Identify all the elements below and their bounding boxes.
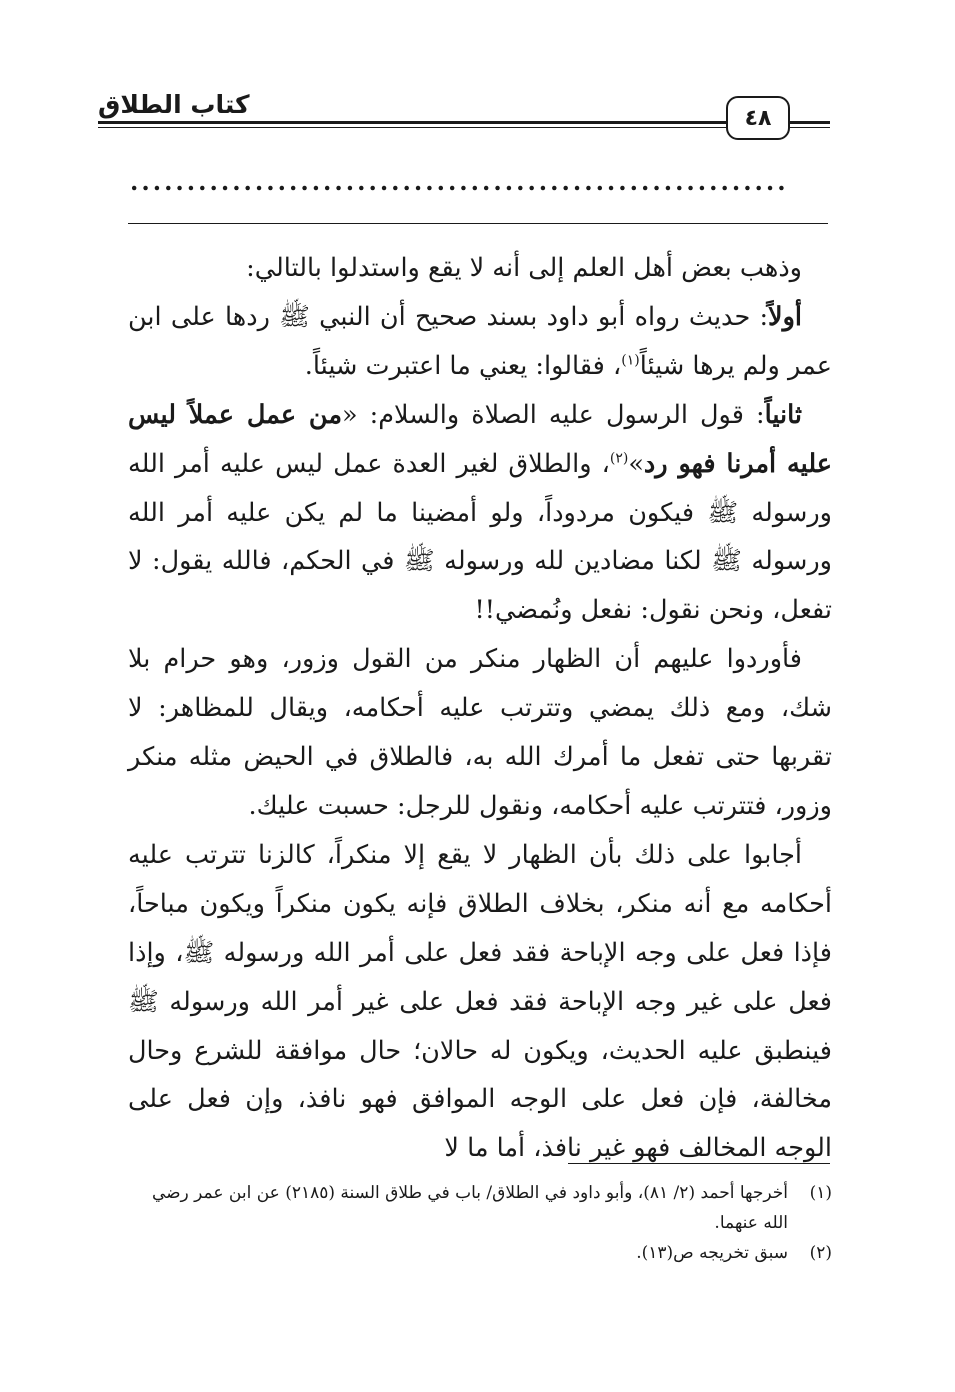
paragraph-4 — [128, 635, 832, 831]
footnote-rule — [568, 1163, 830, 1164]
footnote-ref-2[interactable]: (٢) — [609, 450, 629, 467]
paragraph-1 — [128, 244, 832, 293]
footnote-number: (٢) — [809, 1243, 832, 1263]
point-label-first: أولاً — [768, 301, 802, 332]
paragraph-5 — [128, 831, 832, 1173]
section-rule — [128, 223, 828, 224]
footnote-2 — [128, 1238, 832, 1268]
footnote-1 — [128, 1178, 832, 1238]
paragraph-2-tail: ، فقالوا: يعني ما اعتبرت شيئاً. — [304, 350, 622, 381]
header-rule-right — [790, 121, 830, 124]
page-number: ٤٨ — [726, 96, 790, 140]
paragraph-2 — [128, 293, 832, 391]
paragraph-4-text: فأوردوا عليهم أن الظهار منكر من القول وزور، وهو حرام بلا شك، ومع ذلك يمضي وتترتب عليه أحكامه، ويقال للمظاهر: لا تقربها حتى تفعل ما أمرك الله به، فالطلاق في الحيض مثله منكر وزور، فتترتب عليه أحكامه، ونقول للرجل: حسبت عليك. — [128, 644, 832, 821]
paragraph-3-text: : قول الرسول عليه الصلاة والسلام: « — [342, 399, 765, 430]
footnote-text: سبق تخريجه ص(١٣). — [636, 1243, 788, 1263]
header-rule — [98, 121, 726, 124]
paragraph-3 — [128, 391, 832, 636]
paragraph-3-tail: ، والطلاق لغير العدة عمل ليس عليه أمر الله ورسوله ﷺ فيكون مردوداً، ولو أمضينا ما لم يكن عليه أمر الله ورسوله ﷺ لكنا مضادين لله ورسوله ﷺ في الحكم، فالله يقول: لا تفعل، ونحن نقول: نفعل ونُمضي!! — [128, 448, 832, 626]
dotted-separator: .......................................................... — [130, 170, 789, 194]
point-label-second: ثانياً — [764, 399, 802, 430]
footnote-text: أخرجها أحمد (٢/ ٨١)، وأبو داود في الطلاق/ باب في طلاق السنة (٢١٨٥) عن ابن عمر رضي الله عنهما. — [151, 1183, 788, 1233]
quote-close: » — [628, 448, 644, 479]
paragraph-2-text: : حديث رواه أبو داود بسند صحيح أن النبي ﷺ ردها على ابن عمر ولم يرها شيئاً — [128, 301, 832, 381]
footnote-ref-1[interactable]: (١) — [621, 352, 640, 369]
running-header-title: كتاب الطلاق — [98, 90, 250, 119]
paragraph-5-text: أجابوا على ذلك بأن الظهار لا يقع إلا منكراً، كالزنا تترتب عليه أحكامه مع أنه منكر، بخلاف الطلاق فإنه يكون منكراً ويكون مباحاً، فإذا فعل على وجه الإباحة فقد فعل على أمر الله ورسوله ﷺ، وإذا فعل على غير وجه الإباحة فقد فعل على غير أمر الله ورسوله ﷺ فينطبق عليه الحديث، ويكون له حالان؛ حال موافقة للشرع وحال مخالفة، فإن فعل على الوجه الموافق فهو نافذ، وإن فعل على الوجه المخالف فهو غير نافذ، أما ما لا — [128, 839, 832, 1164]
paragraph-1-text: وذهب بعض أهل العلم إلى أنه لا يقع واستدلوا بالتالي: — [246, 253, 802, 283]
header-rule-right-thin — [790, 127, 830, 128]
footnote-number: (١) — [809, 1183, 832, 1203]
header-rule-thin — [98, 127, 726, 128]
footnotes — [128, 1178, 832, 1268]
main-text — [128, 244, 832, 1173]
hadith-quote: من عمل عملاً ليس عليه أمرنا فهو رد — [128, 399, 833, 479]
